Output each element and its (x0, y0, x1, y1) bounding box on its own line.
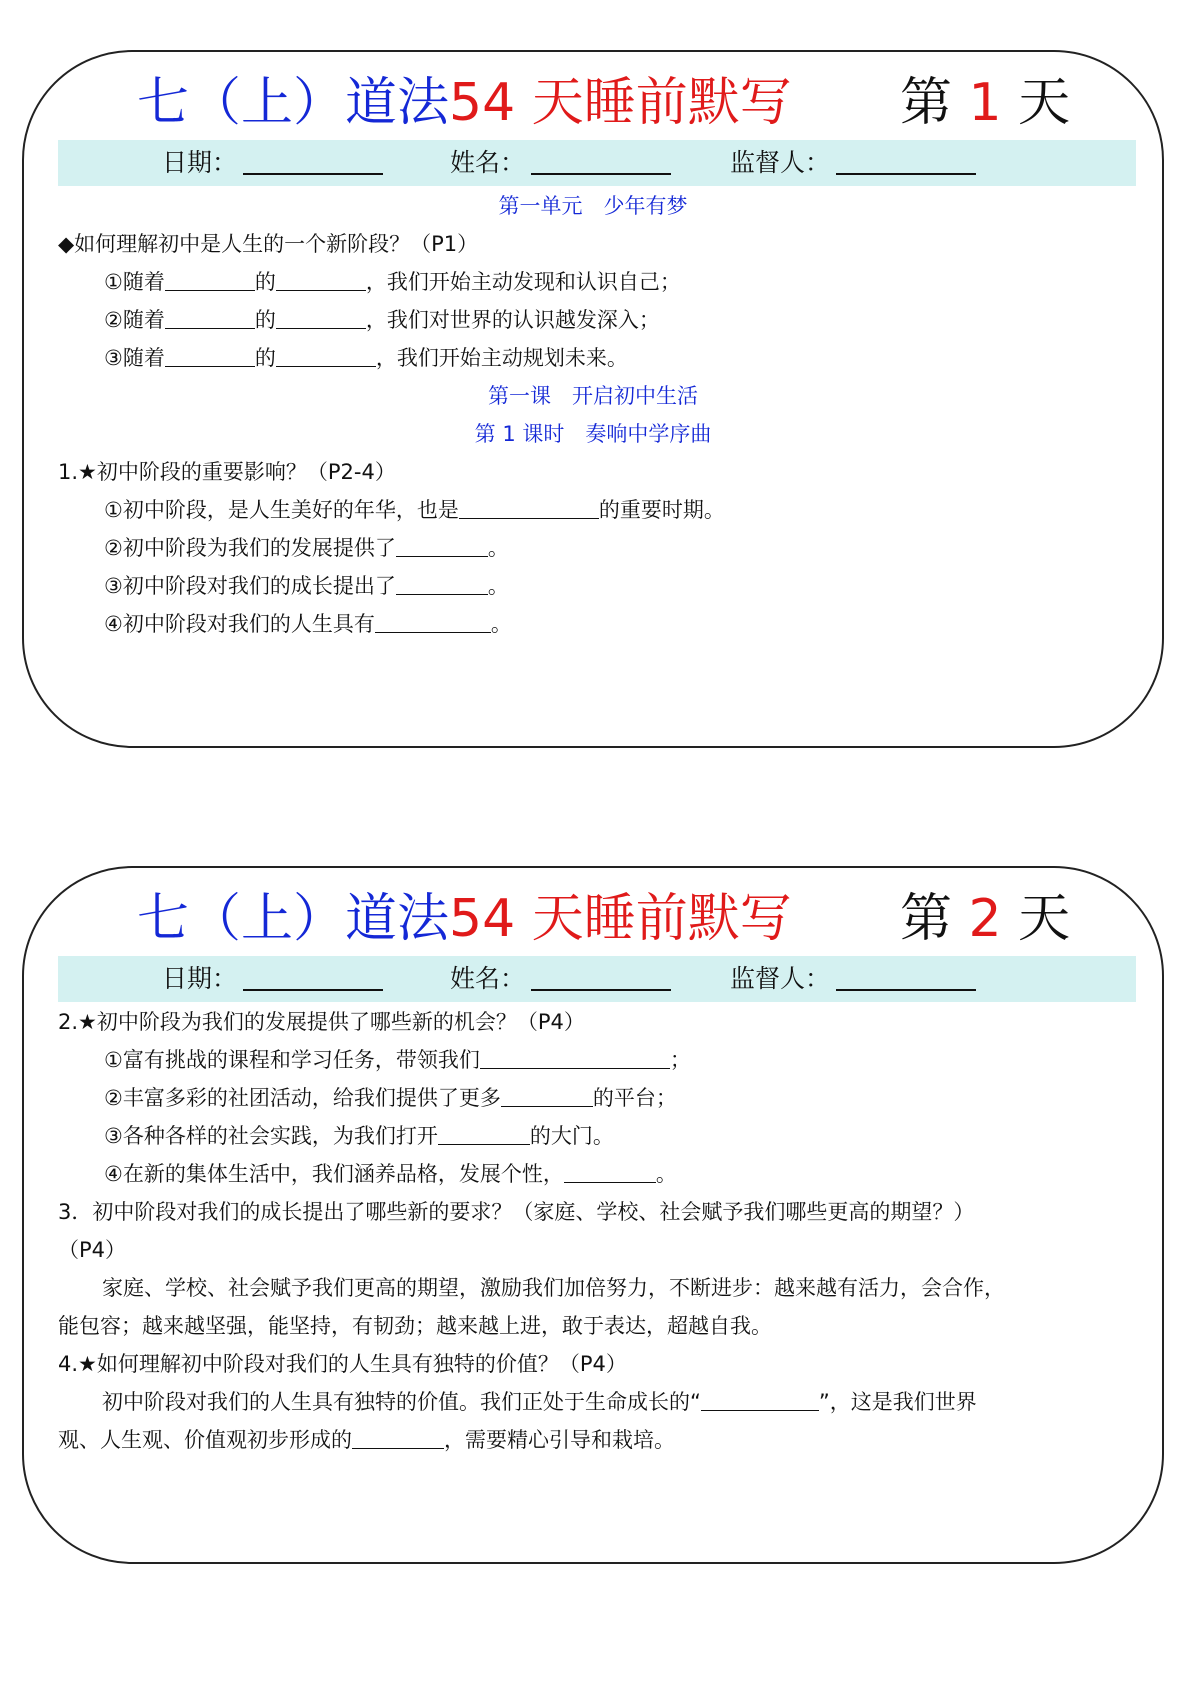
info-bar (58, 956, 1136, 1002)
question-2-item-2: ②丰富多彩的社团活动，给我们提供了更多 的平台； (104, 1086, 677, 1110)
question-0-item-1: ①随着 的 ，我们开始主动发现和认识自己； (104, 270, 681, 294)
question-1-item-1: ①初中阶段，是人生美好的年华，也是 的重要时期。 (104, 498, 725, 522)
title-subject: 七（上）道法 (137, 889, 450, 949)
lesson-title: 第一课 开启初中生活 (488, 384, 698, 408)
question-0-item-2: ②随着 的 ，我们对世界的认识越发深入； (104, 308, 660, 332)
question-0-item-3: ③随着 的 ，我们开始主动规划未来。 (104, 346, 628, 370)
title-text (137, 68, 792, 138)
info-bar (58, 140, 1136, 186)
day-number: 2 (968, 889, 1002, 949)
name-field[interactable]: 姓名： (450, 140, 671, 186)
title-subject: 七（上）道法 (137, 73, 450, 133)
day-suffix: 天 (1018, 889, 1071, 949)
title-text (137, 884, 792, 954)
question-1: 1.★初中阶段的重要影响？（P2-4） (58, 460, 396, 484)
period-title: 第 1 课时 奏响中学序曲 (474, 422, 712, 446)
date-field[interactable]: 日期： (162, 140, 383, 186)
question-4-answer-2: 观、人生观、价值观初步形成的 ，需要精心引导和栽培。 (58, 1428, 675, 1452)
question-1-item-2: ②初中阶段为我们的发展提供了 。 (104, 536, 509, 560)
question-2: 2.★初中阶段为我们的发展提供了哪些新的机会？（P4） (58, 1010, 585, 1034)
worksheet-card-day-2 (22, 866, 1164, 1564)
question-2-item-4: ④在新的集体生活中，我们涵养品格，发展个性， 。 (104, 1162, 677, 1186)
title-program: 54 天睡前默写 (449, 73, 792, 133)
day-label (900, 884, 1070, 954)
card-title (24, 68, 1162, 138)
name-field[interactable]: 姓名： (450, 956, 671, 1002)
date-field[interactable]: 日期： (162, 956, 383, 1002)
question-2-item-1: ①富有挑战的课程和学习任务，带领我们 ； (104, 1048, 691, 1072)
question-3-answer-2: 能包容；越来越坚强，能坚持，有韧劲；越来越上进，敢于表达，超越自我。 (58, 1314, 772, 1338)
day-prefix: 第 (900, 73, 953, 133)
question-1-item-3: ③初中阶段对我们的成长提出了 。 (104, 574, 509, 598)
question-1-item-4: ④初中阶段对我们的人生具有 。 (104, 612, 512, 636)
day-suffix: 天 (1018, 73, 1071, 133)
question-3: 3．初中阶段对我们的成长提出了哪些新的要求？（家庭、学校、社会赋予我们哪些更高的期望？） (58, 1200, 975, 1224)
unit-title: 第一单元 少年有梦 (498, 194, 688, 218)
supervisor-field[interactable]: 监督人： (730, 140, 976, 186)
question-4-answer-1: 初中阶段对我们的人生具有独特的价值。我们正处于生命成长的“ ”，这是我们世界 (102, 1390, 977, 1414)
question-3-page: （P4） (58, 1238, 127, 1262)
day-number: 1 (968, 73, 1002, 133)
question-2-item-3: ③各种各样的社会实践，为我们打开 的大门。 (104, 1124, 614, 1148)
title-program: 54 天睡前默写 (449, 889, 792, 949)
day-label (900, 68, 1070, 138)
card-title (24, 884, 1162, 954)
supervisor-field[interactable]: 监督人： (730, 956, 976, 1002)
worksheet-card-day-1 (22, 50, 1164, 748)
question-3-answer-1: 家庭、学校、社会赋予我们更高的期望，激励我们加倍努力，不断进步：越来越有活力，会合作， (102, 1276, 1005, 1300)
day-prefix: 第 (900, 889, 953, 949)
question-0: ◆如何理解初中是人生的一个新阶段？（P1） (58, 232, 479, 256)
question-4: 4.★如何理解初中阶段对我们的人生具有独特的价值？（P4） (58, 1352, 627, 1376)
